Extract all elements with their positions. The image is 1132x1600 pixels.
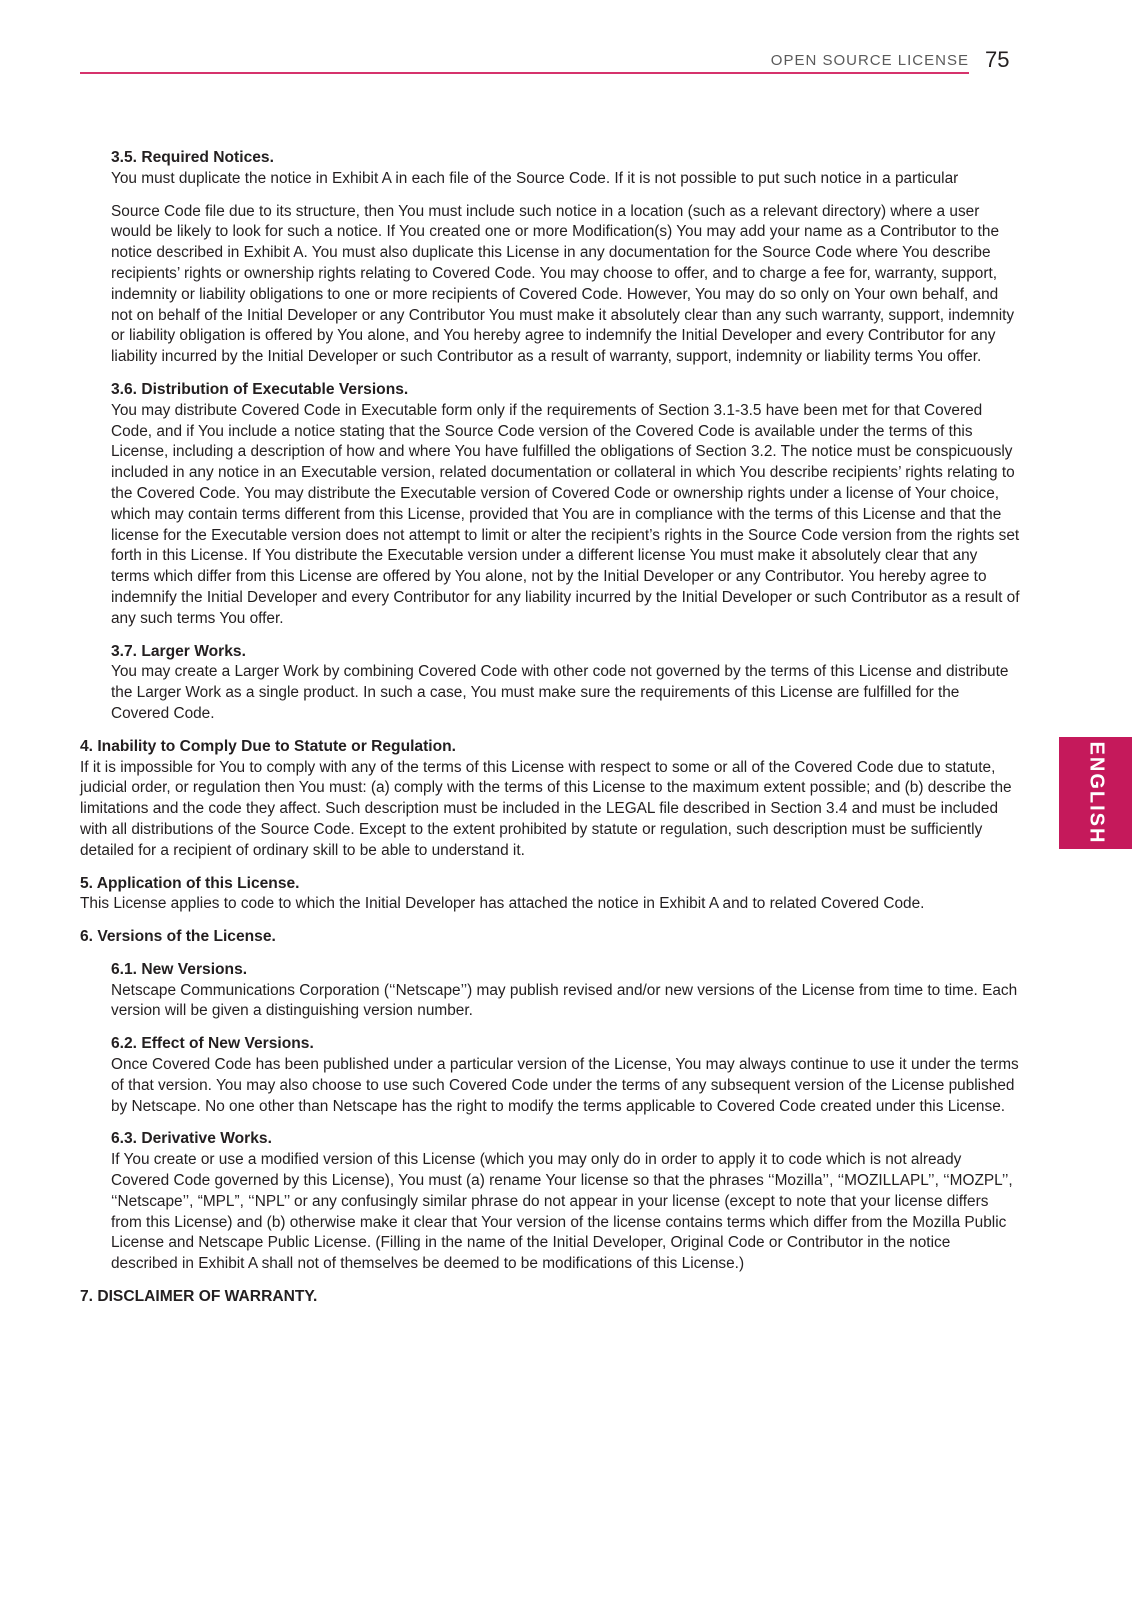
language-tab (1059, 737, 1132, 849)
paragraph: Source Code file due to its structure, then You must include such notice in a location (such as a relevant directory) where a user would be likely to look for such a notice. If You created one or more Modification(s) You may add your name as a Contributor to the notice described in Exhibit A. You must also duplicate this License in any documentation for the Source Code where You describe recipients’ rights or ownership rights relating to Covered Code. You may choose to offer, and to charge a fee for, warranty, support, indemnity or liability obligations to one or more recipients of Covered Code. However, You may do so only on Your own behalf, and not on behalf of the Initial Developer or any Contributor You must make it absolutely clear than any such warranty, support, indemnity or liability obligation is offered by You alone, and You hereby agree to indemnify the Initial Developer and every Contributor for any liability incurred by the Initial Developer or such Contributor as a result of warranty, support, indemnity or liability terms You offer. (111, 202, 1015, 366)
paragraph: Once Covered Code has been published under a particular version of the License, You may always continue to use it under the terms of that version. You may also choose to use such Covered Code under the terms of any subsequent version of the License published by Netscape. No one other than Netscape has the right to modify the terms applicable to Covered Code created under this License. (111, 1056, 1019, 1115)
section-3-6 (80, 380, 1020, 630)
section-heading: 3.5. Required Notices. (111, 149, 274, 166)
section-3-5 (80, 148, 1020, 368)
paragraph: You must duplicate the notice in Exhibit A in each file of the Source Code. If it is not possible to put such notice in a particular (111, 169, 959, 187)
paragraph: Netscape Communications Corporation (‘‘Netscape’’) may publish revised and/or new versions of the License from time to time. Each version will be given a distinguishing version number. (111, 981, 1018, 1020)
section-heading: 3.6. Distribution of Executable Versions. (111, 380, 409, 398)
section-6-2 (80, 1034, 1020, 1117)
section-heading: 5. Application of this License. (80, 874, 300, 892)
paragraph: If it is impossible for You to comply with any of the terms of this License with respect to some or all of the Covered Code due to statute, judicial order, or regulation then You must: (a) comply with the terms of this License to the maximum extent possible; and (b) describe the limitations and the code they affect. Such description must be included in the LEGAL file described in Section 3.4 and must be included with all distributions of the Source Code. Except to the extent prohibited by statute or regulation, such description must be sufficiently detailed for a recipient of ordinary skill to be able to understand it. (80, 758, 1012, 859)
paragraph: You may distribute Covered Code in Executable form only if the requirements of Section 3.1-3.5 have been met for that Covered Code, and if You include a notice stating that the Source Code version of the Covered Code is available under the terms of this License, including a description of how and where You have fulfilled the obligations of Section 3.2. The notice must be conspicuously included in any notice in an Executable version, related documentation or collateral in which You describe recipients’ rights relating to the Covered Code. You may distribute the Executable version of Covered Code or ownership rights under a license of Your choice, which may contain terms different from this License, provided that You are in compliance with the terms of this License and that the license for the Executable version does not attempt to limit or alter the recipient’s rights in the Source Code version from the rights set forth in this License. If You distribute the Executable version under a different license You must make it absolutely clear that any terms which differ from this License are offered by You alone, not by the Initial Developer or any Contributor. You hereby agree to indemnify the Initial Developer and every Contributor for any liability incurred by the Initial Developer or such Contributor as a result of any such terms You offer. (111, 401, 1020, 627)
page-number: 75 (985, 47, 1010, 72)
document-body (80, 148, 1020, 1320)
section-6-1 (80, 960, 1020, 1022)
section-3-7 (80, 642, 1020, 725)
section-heading: 6.3. Derivative Works. (111, 1130, 272, 1148)
section-7 (80, 1287, 1020, 1308)
section-6 (80, 927, 1020, 948)
section-heading: 6.1. New Versions. (111, 960, 248, 978)
paragraph: You may create a Larger Work by combining Covered Code with other code not governed by the terms of this License and distribute the Larger Work as a single product. In such a case, You must make sure the requirements of this License are fulfilled for the Covered Code. (111, 663, 1009, 722)
section-heading: 4. Inability to Comply Due to Statute or Regulation. (80, 737, 457, 755)
section-4 (80, 737, 1020, 862)
section-heading: 6. Versions of the License. (80, 928, 276, 946)
section-6-3 (80, 1129, 1020, 1275)
paragraph: If You create or use a modified version of this License (which you may only do in order to apply it to code which is not already Covered Code governed by this License), You must (a) rename Your license so that the phrases ‘‘Mozilla’’, ‘‘MOZILLAPL’’, ‘‘MOZPL’’, ‘‘Netscape’’, “MPL”, ‘‘NPL’’ or any confusingly similar phrase do not appear in your license (except to note that your license differs from this License) and (b) otherwise make it clear that Your version of the license contains terms which differ from the Mozilla Public License and Netscape Public License. (Filling in the name of the Initial Developer, Original Code or Contributor in the notice described in Exhibit A shall not of themselves be deemed to be modifications of this License.) (111, 1151, 1013, 1273)
section-heading: 7. DISCLAIMER OF WARRANTY. (80, 1288, 318, 1306)
running-header-title: OPEN SOURCE LICENSE (770, 52, 969, 69)
paragraph: This License applies to code to which the Initial Developer has attached the notice in Exhibit A and to related Covered Code. (80, 895, 925, 913)
section-heading: 6.2. Effect of New Versions. (111, 1035, 314, 1053)
header-divider (80, 72, 969, 74)
section-5 (80, 874, 1020, 916)
section-heading: 3.7. Larger Works. (111, 642, 246, 660)
language-tab-label: ENGLISH (1085, 741, 1107, 845)
